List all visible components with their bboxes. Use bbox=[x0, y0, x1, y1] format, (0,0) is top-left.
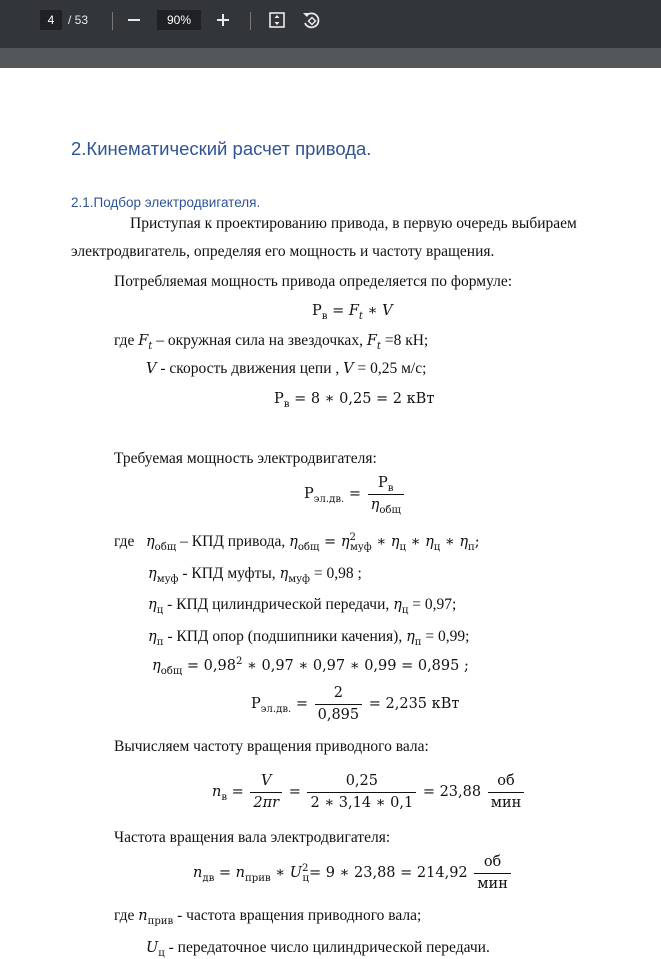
where-label: где bbox=[114, 533, 135, 550]
ft-value: =8 кН; bbox=[380, 332, 429, 349]
paragraph-line: Приступая к проектированию привода, в первую очередь выбираем bbox=[130, 215, 577, 232]
v-value: = 0,25 м/с; bbox=[353, 360, 427, 377]
rotate-icon bbox=[301, 10, 321, 30]
formula-motor-speed: $n_{дв} = n_{прив}$ ∗ $U^2_ц= 9$ ∗ 23,88 = 214,92 $\frac{об}{\text{мин}}$ bbox=[193, 855, 513, 891]
u-definition: $U_ц$ - передаточное число цилиндрической передачи. bbox=[146, 939, 490, 959]
paragraph-line: Частота вращения вала электродвигателя: bbox=[114, 829, 391, 846]
paragraph-line: Вычисляем частоту вращения приводного вала: bbox=[114, 738, 429, 755]
zoom-out-button[interactable] bbox=[121, 7, 147, 33]
eta-bearing-definition: $\eta_п$ - КПД опор (подшипники качения), $\eta_п = 0,99$; bbox=[148, 628, 470, 648]
viewer-background bbox=[0, 48, 661, 68]
npriv-desc: - частота вращения приводного вала; bbox=[173, 907, 422, 924]
motor-speed-result: = 9 ∗ 23,88 = 214,92 bbox=[308, 864, 468, 881]
document-page bbox=[0, 68, 661, 959]
eta-gear-definition: $\eta_ц$ - КПД цилиндрической передачи, $\eta_ц = 0,97$; bbox=[148, 596, 457, 616]
u-desc: - передаточное число цилиндрической передачи. bbox=[164, 939, 490, 956]
ft-desc: – окружная сила на звездочках, bbox=[152, 332, 367, 349]
bearing-value: = 0,99; bbox=[421, 628, 470, 645]
gear-desc: - КПД цилиндрической передачи, bbox=[163, 596, 394, 613]
shaft-speed-result: = 23,88 bbox=[422, 783, 482, 800]
formula-required-power: $Р_{эл.дв.}$ = $\frac{Р_в}{\eta_{общ}}$ bbox=[304, 476, 406, 512]
plus-icon bbox=[216, 13, 230, 27]
power-calc-result: = 8 ∗ 0,25 = 2 кВт bbox=[289, 391, 435, 407]
coupling-desc: - КПД муфты, bbox=[178, 565, 280, 582]
where-label: где bbox=[114, 332, 135, 349]
v-definition: V - скорость движения цепи , V = 0,25 м/с; bbox=[146, 360, 427, 377]
fit-page-button[interactable] bbox=[264, 7, 290, 33]
section-heading: 2.Кинематический расчет привода. bbox=[71, 138, 372, 159]
required-power-result: = 2,235 кВт bbox=[368, 695, 460, 712]
eta-coupling-definition: $\eta_{муф}$ - КПД муфты, $\eta_{муф} = 0,98$ ; bbox=[148, 565, 362, 585]
toolbar-divider bbox=[112, 12, 113, 30]
page-number-input[interactable]: 4 bbox=[40, 10, 62, 30]
formula-power-calc: $Р_в = 8$ ∗ 0,25 = 2 кВт bbox=[274, 391, 435, 410]
fraction-denominator: 0,895 bbox=[317, 706, 360, 723]
paragraph-line: электродвигатель, определяя его мощность и частоту вращения. bbox=[71, 243, 495, 260]
v-desc: - скорость движения цепи , bbox=[156, 360, 344, 377]
formula-required-power-calc: $Р_{эл.дв.}$ = $\frac{2}{0,895}$ = 2,235 кВт bbox=[251, 685, 460, 723]
paragraph-line: Требуемая мощность электродвигателя: bbox=[114, 450, 377, 467]
fit-page-icon bbox=[268, 11, 286, 29]
zoom-in-button[interactable] bbox=[210, 7, 236, 33]
formula-shaft-speed: $n_в$ = $\frac{V}{2\pi r}$ = $\frac{0,25}{2 ∗ 3,14 ∗ 0,1}$ = 23,88 $\frac{об}{\text{мин}}$ bbox=[212, 774, 526, 810]
eta-total-calc: $\eta_{общ} = 0,98^2$ ∗ 0,97 ∗ 0,97 ∗ 0,99 = 0,895 ; bbox=[152, 656, 469, 677]
fraction-numerator: 2 bbox=[315, 686, 363, 705]
rotate-button[interactable] bbox=[298, 7, 324, 33]
zoom-input[interactable]: 90% bbox=[157, 10, 201, 30]
coupling-value: = 0,98 ; bbox=[309, 565, 362, 582]
eta-total-desc: – КПД привода, bbox=[176, 533, 290, 550]
eta-total-definition: где $\eta_{общ}$ – КПД привода, $\eta_{общ} = \eta^2_{муф}$ ∗ $\eta_ц$ ∗ $\eta_ц$ ∗ $\eta_п$; bbox=[114, 532, 480, 553]
toolbar-divider bbox=[250, 12, 251, 30]
pdf-toolbar bbox=[0, 0, 661, 48]
gear-value: = 0,97; bbox=[408, 596, 457, 613]
where-label: где bbox=[114, 907, 135, 924]
total-pages: / 53 bbox=[68, 13, 89, 27]
minus-icon bbox=[127, 13, 141, 27]
subsection-heading: 2.1.Подбор электродвигателя. bbox=[71, 195, 261, 210]
formula-power: $Р_в = F_t$ ∗ V bbox=[312, 303, 393, 322]
npriv-definition: где $n_{прив}$ - частота вращения приводного вала; bbox=[114, 907, 422, 927]
ft-definition: где $F_t$ – окружная сила на звездочках, $F_t =8$ кН; bbox=[114, 332, 429, 352]
paragraph-line: Потребляемая мощность привода определяется по формуле: bbox=[114, 273, 513, 290]
bearing-desc: - КПД опор (подшипники качения), bbox=[163, 628, 407, 645]
